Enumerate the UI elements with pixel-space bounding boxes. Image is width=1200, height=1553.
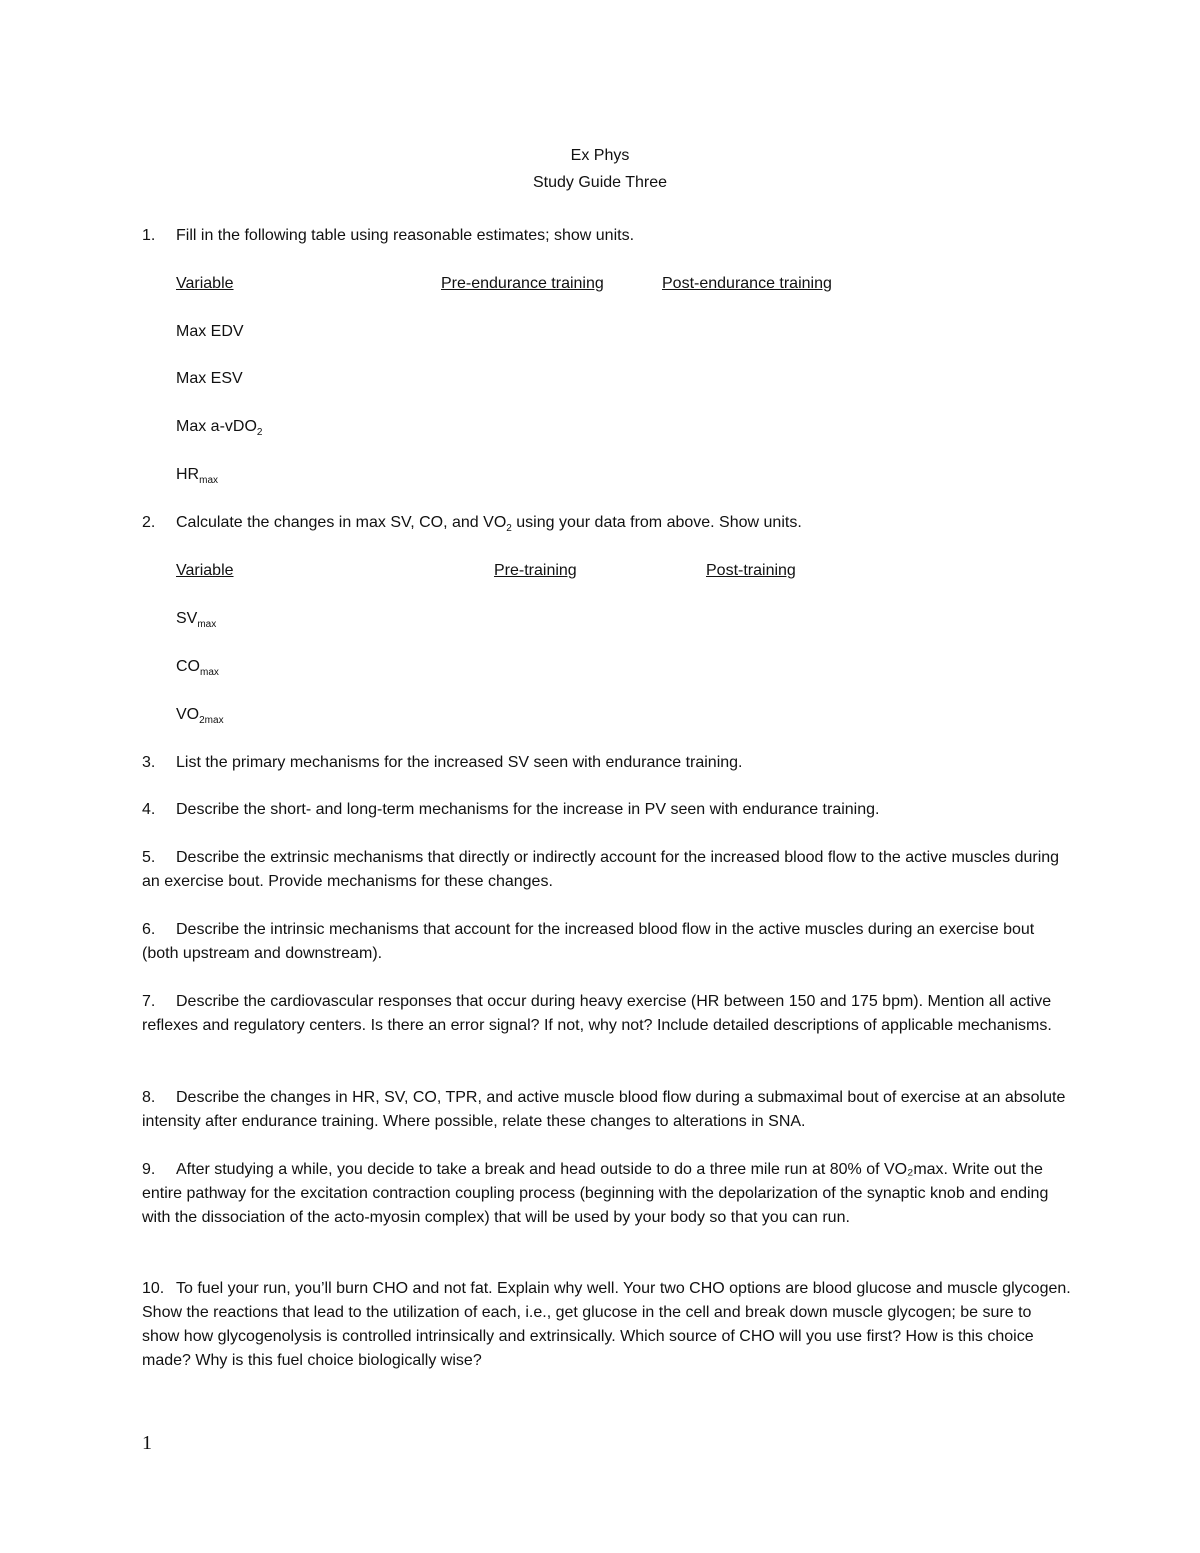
question-6-number: 6. <box>142 921 156 938</box>
table1-row-max-esv: Max ESV <box>176 370 243 387</box>
question-1-text: Fill in the following table using reasonable estimates; show units. <box>176 227 635 244</box>
question-9 <box>142 1158 1072 1230</box>
question-8 <box>142 1086 1072 1134</box>
question-8-text: Describe the changes in HR, SV, CO, TPR, and active muscle blood flow during a submaximal bout of exercise at an absolute intensity after endurance training. Where possible, relate these changes to alterations in SNA. <box>142 1089 1066 1130</box>
table2-row-vo2max: $VO_{2max}$ <box>176 706 224 727</box>
question-7-text: Describe the cardiovascular responses that occur during heavy exercise (HR between 150 and 175 bpm). Mention all active reflexes and regulatory centers. Is there an error signal? If not, why not? Include detailed descriptions of applicable mechanisms. <box>142 993 1052 1034</box>
table2-header-post: Post-training <box>706 562 796 579</box>
table1-header-pre: Pre-endurance training <box>441 275 604 292</box>
question-4-number: 4. <box>142 801 156 818</box>
question-6-text: Describe the intrinsic mechanisms that account for the increased blood flow in the active muscles during an exercise bout (both upstream and downstream). <box>142 921 1035 962</box>
question-8-number: 8. <box>142 1089 156 1106</box>
question-6 <box>142 918 1072 966</box>
table2-row-svmax: $SV_{max}$ <box>176 610 217 631</box>
question-7 <box>142 990 1072 1038</box>
question-10 <box>142 1277 1072 1373</box>
table1-header-variable: Variable <box>176 275 234 292</box>
question-5-text: Describe the extrinsic mechanisms that directly or indirectly account for the increased blood flow to the active muscles during an exercise bout. Provide mechanisms for these changes. <box>142 849 1060 890</box>
table2-header-variable: Variable <box>176 562 234 579</box>
question-10-number: 10. <box>142 1280 165 1297</box>
table2-header-pre: Pre-training <box>494 562 577 579</box>
table1-row-max-edv: Max EDV <box>176 323 244 340</box>
question-2-text: Calculate the changes in max SV, CO, and $VO_2$ using your data from above. Show units. <box>176 514 802 535</box>
table1-row-hrmax: $HR_{max}$ <box>176 466 219 487</box>
question-5-number: 5. <box>142 849 156 866</box>
page-number: 1 <box>142 1432 152 1454</box>
document-subtitle: Study Guide Three <box>532 174 667 191</box>
question-5 <box>142 846 1072 894</box>
question-3-number: 3. <box>142 754 156 771</box>
question-10-text: To fuel your run, you’ll burn CHO and not fat. Explain why well. Your two CHO options are blood glucose and muscle glycogen. Show the reactions that lead to the utilization of each, i.e., get glucose in the cell and break down muscle glycogen; be sure to show how glycogenolysis is controlled intrinsically and extrinsically. Which source of CHO will you use first? How is this choice made? Why is this fuel choice biologically wise? <box>142 1280 1071 1369</box>
question-2-number: 2. <box>142 514 156 531</box>
question-1-number: 1. <box>142 227 156 244</box>
document-title: Ex Phys <box>570 147 630 164</box>
question-9-number: 9. <box>142 1161 156 1178</box>
question-4-text: Describe the short- and long-term mechanisms for the increase in PV seen with endurance training. <box>176 801 880 818</box>
question-3-text: List the primary mechanisms for the increased SV seen with endurance training. <box>176 754 743 771</box>
table2-row-comax: $CO_{max}$ <box>176 658 219 679</box>
question-9-text: After studying a while, you decide to take a break and head outside to do a three mile run at 80% of VO₂max. Write out the entire pathway for the excitation contraction coupling process (beginning with the depolarization of the synaptic knob and ending with the dissociation of the acto-myosin complex) that will be used by your body so that you can run. <box>142 1161 1049 1226</box>
table1-row-max-avdo2: Max a-vDO$_2$ <box>176 418 263 439</box>
question-7-number: 7. <box>142 993 156 1010</box>
table1-header-post: Post-endurance training <box>662 275 832 292</box>
